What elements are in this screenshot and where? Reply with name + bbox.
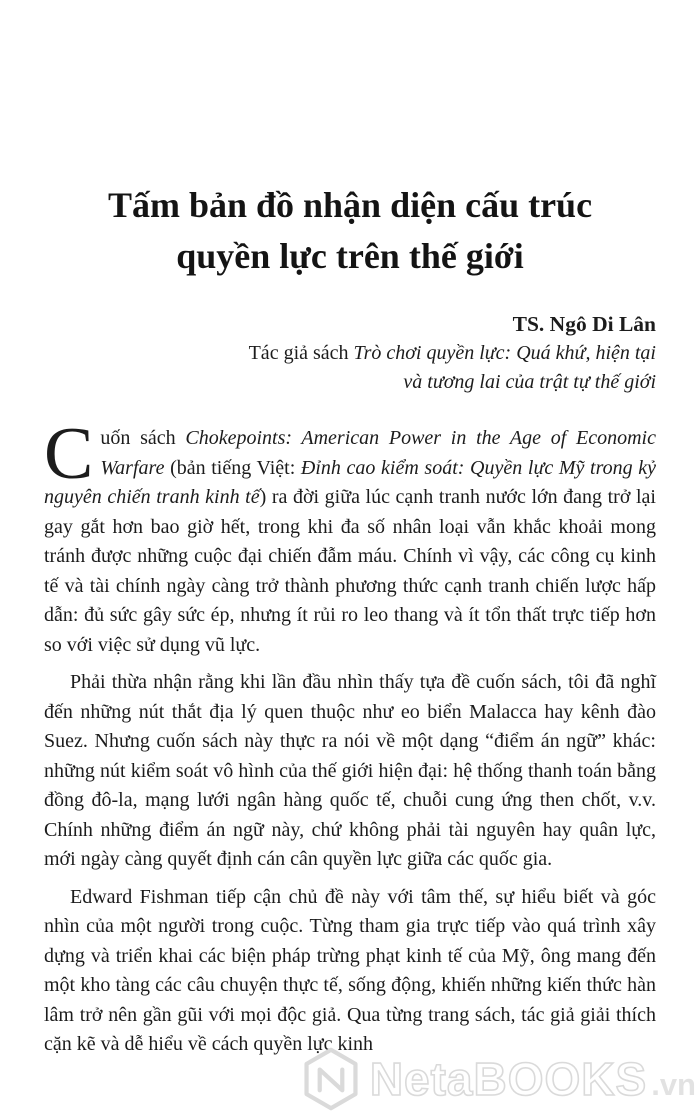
text-segment: Phải thừa nhận rằng khi lần đầu nhìn thấy tựa đề cuốn sách, tôi đã nghĩ đến những nút thắt địa lý quen thuộc như eo biển Malacca hay kênh đào Suez. Nhưng cuốn sách này thực ra nói về một dạng “điểm án ngữ” khác: những nút kiểm soát vô hình của thế giới hiện đại: hệ thống thanh toán bằng đồng đô-la, mạng lưới ngân hàng quốc tế, chuỗi cung ứng then chốt, v.v. Chính những điểm án ngữ này, chứ không phải tài nguyên hay quân lực, mới ngày càng quyết định cán cân quyền lực giữa các quốc gia. xyxy=(44,671,656,870)
author-name: TS. Ngô Di Lân xyxy=(512,312,656,336)
body-text xyxy=(44,413,656,1060)
watermark-text xyxy=(370,1052,696,1106)
paragraph xyxy=(44,413,656,660)
italic-text-segment: Trò chơi quyền lực: Quá khứ, hiện tại xyxy=(353,342,656,364)
text-segment: Tác giả sách xyxy=(248,342,354,364)
watermark-tld: .vn xyxy=(651,1067,696,1102)
text-segment: (bản tiếng Việt: xyxy=(164,456,301,479)
author-block xyxy=(44,309,656,397)
author-byline-line-1 xyxy=(44,339,656,368)
text-segment: ) ra đời giữa lúc cạnh tranh nước lớn đang trở lại gay gắt hơn bao giờ hết, trong khi đa số nhân loại vẫn khắc khoải mong tránh được những cuộc đại chiến đẫm máu. Chính vì vậy, các công cụ kinh tế và tài chính ngày càng trở thành phương thức cạnh tranh chiến lược hấp dẫn: đủ sức gây sức ép, nhưng ít rủi ro leo thang và ít tổn thất trực tiếp hơn so với việc sử dụng vũ lực. xyxy=(44,486,656,656)
italic-text-segment: Chokepoints: American Power in the Age of Economic Warfare xyxy=(100,427,656,479)
text-segment: uốn sách xyxy=(100,427,186,449)
watermark-brand: NetaBOOKS xyxy=(369,1053,648,1105)
paragraph xyxy=(44,668,656,875)
paragraph xyxy=(44,883,656,1060)
italic-text-segment: và tương lai của trật tự thế giới xyxy=(403,371,656,393)
page-title-line-1: Tấm bản đồ nhận diện cấu trúc xyxy=(107,185,593,225)
author-byline-line-2 xyxy=(44,368,656,397)
page-title-line-2: quyền lực trên thế giới xyxy=(176,236,524,276)
page-content xyxy=(44,0,656,1060)
italic-text-segment: Đỉnh cao kiểm soát: Quyền lực Mỹ trong kỷ nguyên chiến tranh kinh tế xyxy=(44,456,656,508)
page-title xyxy=(44,0,656,282)
drop-cap: C xyxy=(44,413,94,495)
text-segment: Edward Fishman tiếp cận chủ đề này với tâm thế, sự hiểu biết và góc nhìn của một người trong cuộc. Từng tham gia trực tiếp vào quá trình xây dựng và triển khai các biện pháp trừng phạt kinh tế của Mỹ, ông mang đến một kho tàng các câu chuyện thực tế, sống động, khiến những kiến thức hàn lâm trở nên gần gũi với mọi độc giả. Qua từng trang sách, tác giả giải thích cặn kẽ và dễ hiểu về cách quyền lực kinh xyxy=(44,885,656,1055)
